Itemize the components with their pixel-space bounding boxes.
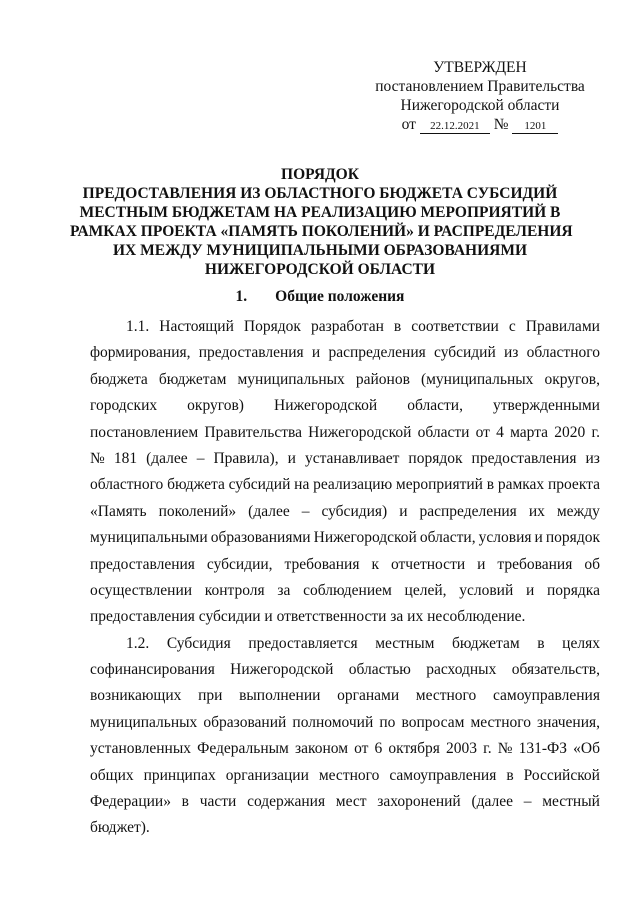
word: 1.1. [126, 318, 150, 335]
word: 2020 [554, 423, 586, 441]
paragraph-line [90, 683, 600, 709]
word: в [181, 793, 189, 811]
word: 181 [113, 449, 138, 467]
word: (далее [248, 502, 290, 520]
word: соответствии [411, 318, 499, 335]
word: бюджета [90, 370, 148, 388]
word: местного [318, 766, 380, 784]
word: бюджетам [158, 370, 227, 388]
paragraph [90, 631, 600, 842]
word: Российской [523, 766, 600, 784]
word: организации [225, 766, 309, 784]
word: порядок [408, 449, 463, 467]
word: разработан [310, 318, 384, 335]
word: постановлением [90, 423, 199, 441]
word: к [371, 555, 379, 573]
word: выполнении [239, 687, 321, 705]
word: образований [203, 713, 287, 731]
word: местного [470, 713, 531, 731]
paragraph-line [90, 631, 600, 657]
word: целях [562, 634, 600, 652]
paragraph-line [90, 789, 600, 815]
word: об [584, 555, 600, 573]
word: октября [388, 740, 440, 758]
document-title [70, 165, 573, 279]
word: Нижегородской [274, 397, 378, 415]
word: бюджет). [90, 819, 150, 837]
word: условий [459, 581, 514, 599]
word: городских [90, 397, 158, 415]
word: с [508, 318, 516, 335]
word: Правительства [204, 423, 302, 441]
word: возникающих [90, 687, 182, 705]
word: Правилами [525, 318, 600, 335]
word: Нижегородской [308, 423, 412, 441]
word: 2003 [446, 740, 478, 758]
section-title: Общие положения [275, 288, 405, 305]
approval-date-number [360, 115, 600, 134]
word: на [294, 476, 310, 494]
word: образованиями [210, 529, 311, 547]
word: и [525, 581, 535, 599]
paragraph-line [90, 393, 600, 419]
paragraph-line [90, 499, 600, 525]
paragraph-line [90, 367, 600, 393]
word: законом [294, 740, 349, 758]
word: требования [497, 555, 573, 573]
word: осуществлении [90, 581, 193, 599]
approval-heading: УТВЕРЖДЕН [433, 59, 527, 76]
word: самоуправления [492, 687, 600, 705]
word: субсидий [434, 344, 496, 362]
word: (далее [146, 449, 188, 467]
word: от [354, 740, 369, 758]
word: предоставления [90, 555, 195, 573]
word: – [301, 502, 310, 520]
word: Федерации» [90, 793, 171, 811]
word: предоставления [471, 449, 577, 467]
word: предоставляется [248, 634, 358, 652]
word: 131-ФЗ [518, 740, 568, 758]
word: местный [542, 793, 600, 811]
word: соблюдением [303, 581, 392, 599]
word: предоставления субсидии и ответственности за их несоблюдение. [90, 608, 526, 626]
word: из [504, 344, 519, 362]
word: и [311, 344, 321, 362]
word: области, [419, 529, 476, 547]
paragraph-line [90, 736, 600, 762]
word: Порядок [243, 318, 301, 335]
word: областного [90, 476, 164, 494]
word: при [198, 687, 223, 705]
word: районов [355, 370, 410, 388]
word: отчетности [390, 555, 466, 573]
word: мест [335, 793, 367, 811]
word: принципах [143, 766, 216, 784]
word: обязательств, [511, 661, 600, 679]
word: (муниципальных [420, 370, 534, 388]
word: части [199, 793, 237, 811]
word: распределения [328, 344, 426, 362]
word: порядок [545, 529, 600, 547]
word: требования [284, 555, 360, 573]
word: г. [483, 740, 492, 758]
word: расходных [426, 661, 497, 679]
word: № [90, 449, 105, 467]
word: контроля [204, 581, 265, 599]
word: проекта [547, 476, 600, 494]
word: порядка [547, 581, 600, 599]
word: области [417, 423, 470, 441]
word: и [287, 449, 296, 467]
paragraph-line [90, 763, 600, 789]
word: № [497, 740, 513, 758]
word: Настоящий [159, 318, 234, 335]
word: «Об [573, 740, 600, 758]
word: содержания [247, 793, 326, 811]
paragraph-line [90, 657, 600, 683]
title-line: РАМКАХ ПРОЕКТА «ПАМЯТЬ ПОКОЛЕНИЙ» И РАСПРЕДЕЛЕНИЯ [70, 223, 573, 240]
word: «Память [90, 502, 147, 520]
paragraph-line [90, 472, 600, 498]
paragraph-line [90, 525, 600, 551]
word: 6 [374, 740, 383, 758]
word: мероприятий [395, 476, 483, 494]
word: самоуправления [389, 766, 497, 784]
word: области, [407, 397, 463, 415]
word: органами [337, 687, 400, 705]
word: реализацию [313, 476, 393, 494]
word: утвержденными [493, 397, 600, 415]
word: в [506, 766, 514, 784]
word: (далее [471, 793, 514, 811]
word: муниципальных [90, 713, 198, 731]
section-heading [0, 287, 640, 306]
title-line: ИХ МЕЖДУ МУНИЦИПАЛЬНЫМИ ОБРАЗОВАНИЯМИ [112, 242, 528, 259]
word: предоставления [198, 344, 304, 362]
word: 4 [496, 423, 504, 441]
word: округов) [187, 397, 244, 415]
word: захоронений [377, 793, 461, 811]
word: полномочий [292, 713, 374, 731]
word: областного [526, 344, 600, 362]
word: округов, [544, 370, 600, 388]
word: местного [415, 687, 477, 705]
word: муниципальными [90, 529, 208, 547]
word: установленных [90, 740, 191, 758]
paragraph-line [90, 420, 600, 446]
word: г. [591, 423, 600, 441]
word: местным [375, 634, 435, 652]
word: 1.2. [126, 634, 150, 652]
section-number: 1. [235, 288, 248, 305]
approval-date: 22.12.2021 [420, 119, 490, 134]
word: субсидия) [321, 502, 388, 520]
word: софинансирования [90, 661, 215, 679]
word: вопросам [401, 713, 465, 731]
word: муниципальных [237, 370, 345, 388]
word: формирования, [90, 344, 191, 362]
word: Нижегородской [313, 529, 417, 547]
word: – [196, 449, 205, 467]
from-label: от [401, 116, 416, 133]
title-line: ПОРЯДОК [281, 166, 359, 183]
paragraph [90, 314, 600, 631]
word: бюджета [167, 476, 225, 494]
word: – [523, 793, 532, 811]
approval-stamp [360, 58, 600, 134]
word: поколений» [158, 502, 237, 520]
word: от [475, 423, 490, 441]
word: за [277, 581, 291, 599]
paragraph-line [90, 446, 600, 472]
word: Федеральным [197, 740, 289, 758]
paragraph-line [90, 815, 600, 841]
paragraph-line [90, 552, 600, 578]
approval-by-line-2: Нижегородской области [400, 97, 560, 114]
title-line: ПРЕДОСТАВЛЕНИЯ ИЗ ОБЛАСТНОГО БЮДЖЕТА СУБСИДИЙ [82, 185, 558, 202]
title-line: НИЖЕГОРОДСКОЙ ОБЛАСТИ [204, 261, 436, 278]
word: значения, [537, 713, 600, 731]
document-body [90, 314, 600, 842]
approval-by-line-1: постановлением Правительства [375, 78, 585, 95]
paragraph-line [90, 578, 600, 604]
word: субсидии, [206, 555, 273, 573]
word: в [393, 318, 402, 335]
paragraph-line [90, 710, 600, 736]
word: Нижегородской [230, 661, 334, 679]
word: общих [90, 766, 134, 784]
word: субсидий [228, 476, 291, 494]
word: и [477, 555, 486, 573]
word: бюджетам [452, 634, 520, 652]
number-label: № [493, 116, 509, 133]
word: марта [510, 423, 549, 441]
word: распределения [419, 502, 517, 520]
word: условия [478, 529, 532, 547]
word: их [528, 502, 545, 520]
word: и [399, 502, 408, 520]
word: по [379, 713, 396, 731]
word: между [556, 502, 600, 520]
word: и [534, 529, 543, 547]
word: Субсидия [166, 634, 231, 652]
paragraph-line [90, 604, 600, 630]
paragraph-line [90, 340, 600, 366]
word: целей, [404, 581, 447, 599]
word: рамках [497, 476, 545, 494]
word: областью [348, 661, 411, 679]
paragraph-line [90, 314, 600, 340]
word: из [585, 449, 600, 467]
word: в [537, 634, 545, 652]
word: устанавливает [304, 449, 400, 467]
approval-number: 1201 [512, 119, 558, 134]
word: в [486, 476, 495, 494]
title-line: МЕСТНЫМ БЮДЖЕТАМ НА РЕАЛИЗАЦИЮ МЕРОПРИЯТИЙ В [79, 204, 561, 221]
word: Правила), [213, 449, 279, 467]
